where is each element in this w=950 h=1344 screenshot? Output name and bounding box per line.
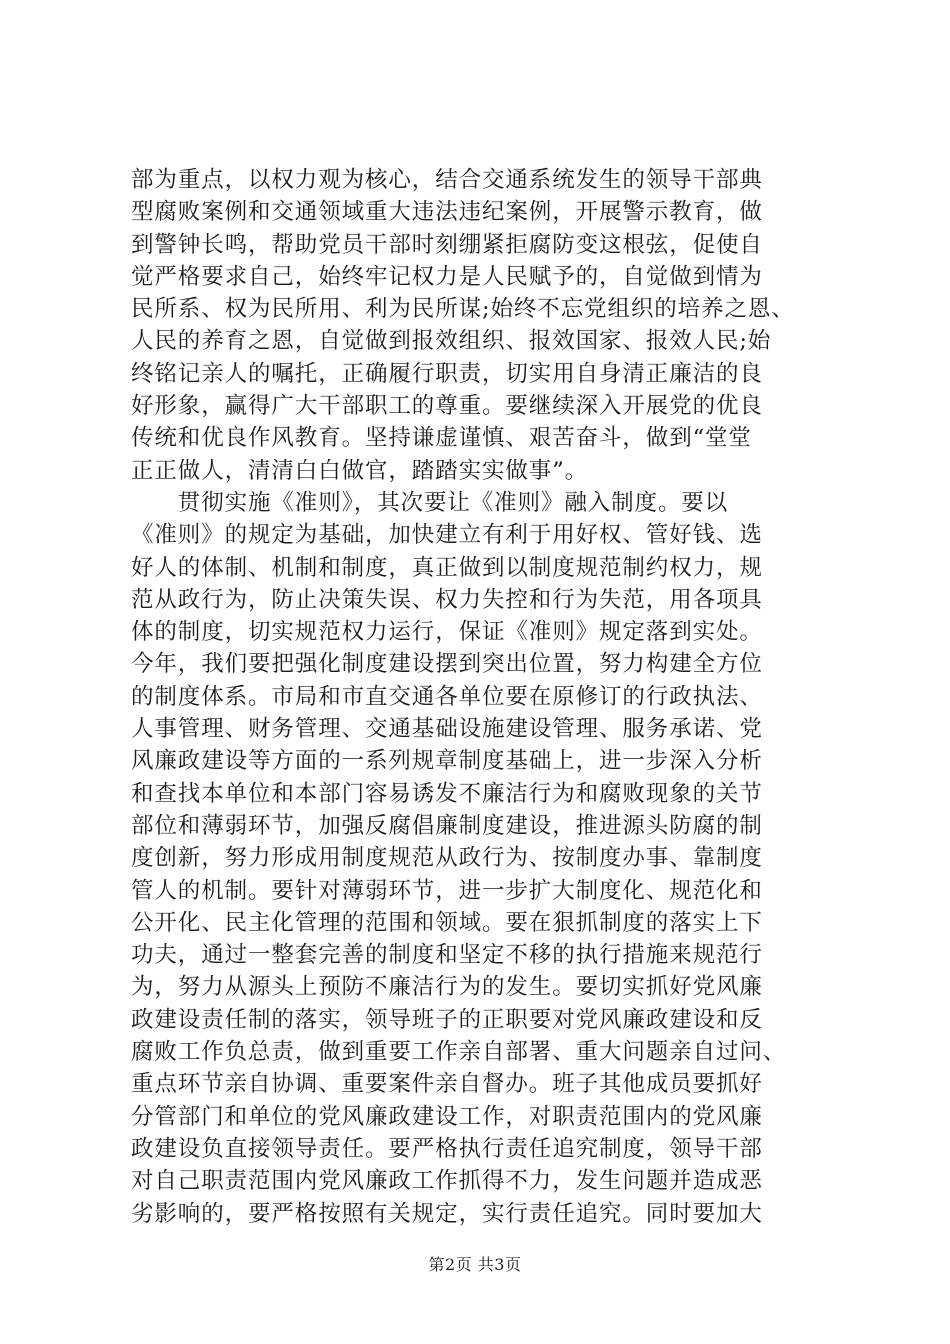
text-line: 民所系、权为民所用、利为民所谋;始终不忘党组织的培养之恩、 [131, 296, 795, 323]
text-line: 到警钟长鸣，帮助党员干部时刻绷紧拒腐防变这根弦，促使自 [131, 231, 763, 258]
text-line: 对自己职责范围内党风廉政工作抓得不力，发生问题并造成恶 [131, 1168, 763, 1195]
text-line: 觉严格要求自己，始终牢记权力是人民赋予的，自觉做到情为 [131, 263, 763, 290]
text-line: 劣影响的，要严格按照有关规定，实行责任追究。同时要加大 [131, 1200, 763, 1227]
text-line: 腐败工作负总责，做到重要工作亲自部署、重大问题亲自过问、 [131, 1039, 787, 1066]
text-line: 好形象，赢得广大干部职工的尊重。要继续深入开展党的优良 [131, 393, 763, 420]
text-line: 公开化、民主化管理的范围和领域。要在狠抓制度的落实上下 [131, 909, 763, 936]
text-line: 重点环节亲自协调、重要案件亲自督办。班子其他成员要抓好 [131, 1071, 763, 1098]
text-line: 分管部门和单位的党风廉政建设工作，对职责范围内的党风廉 [131, 1103, 763, 1130]
text-line: 部为重点，以权力观为核心，结合交通系统发生的领导干部典 [131, 167, 763, 193]
text-line: 为，努力从源头上预防不廉洁行为的发生。要切实抓好党风廉 [131, 974, 763, 1001]
text-line: 人事管理、财务管理、交通基础设施建设管理、服务承诺、党 [131, 716, 763, 743]
body-text [131, 164, 831, 1230]
text-line: 贯彻实施《准则》，其次要让《准则》融入制度。要以 [131, 489, 729, 516]
text-line: 正正做人，清清白白做官，踏踏实实做事”。 [131, 457, 589, 484]
page-footer: 第2页 共3页 [428, 1255, 522, 1274]
text-line: 范从政行为，防止决策失误、权力失控和行为失范，用各项具 [131, 586, 763, 613]
text-line: 部位和薄弱环节，加强反腐倡廉制度建设，推进源头防腐的制 [131, 812, 763, 839]
text-line: 型腐败案例和交通领域重大违法违纪案例，开展警示教育，做 [131, 199, 763, 226]
text-line: 好人的体制、机制和制度，真正做到以制度规范制约权力，规 [131, 554, 763, 581]
text-line: 度创新，努力形成用制度规范从政行为、按制度办事、靠制度 [131, 845, 763, 872]
text-line: 功夫，通过一整套完善的制度和坚定不移的执行措施来规范行 [131, 942, 763, 969]
text-line: 和查找本单位和本部门容易诱发不廉洁行为和腐败现象的关节 [131, 780, 763, 807]
text-line: 《准则》的规定为基础，加快建立有利于用好权、管好钱、选 [131, 522, 763, 549]
text-line: 风廉政建设等方面的一系列规章制度基础上，进一步深入分析 [131, 748, 763, 775]
text-line: 政建设责任制的落实，领导班子的正职要对党风廉政建设和反 [131, 1006, 763, 1033]
text-line: 政建设负直接领导责任。要严格执行责任追究制度，领导干部 [131, 1135, 763, 1162]
text-line: 人民的养育之恩，自觉做到报效组织、报效国家、报效人民;始 [131, 328, 772, 355]
text-line: 的制度体系。市局和市直交通各单位要在原修订的行政执法、 [131, 683, 763, 710]
text-line: 传统和优良作风教育。坚持谦虚谨慎、艰苦奋斗，做到“堂堂 [131, 425, 752, 452]
text-line: 终铭记亲人的嘱托，正确履行职责，切实用自身清正廉洁的良 [131, 360, 763, 387]
text-line: 今年，我们要把强化制度建设摆到突出位置，努力构建全方位 [131, 651, 763, 678]
text-line: 管人的机制。要针对薄弱环节，进一步扩大制度化、规范化和 [131, 877, 763, 904]
text-line: 体的制度，切实规范权力运行，保证《准则》规定落到实处。 [131, 619, 763, 646]
